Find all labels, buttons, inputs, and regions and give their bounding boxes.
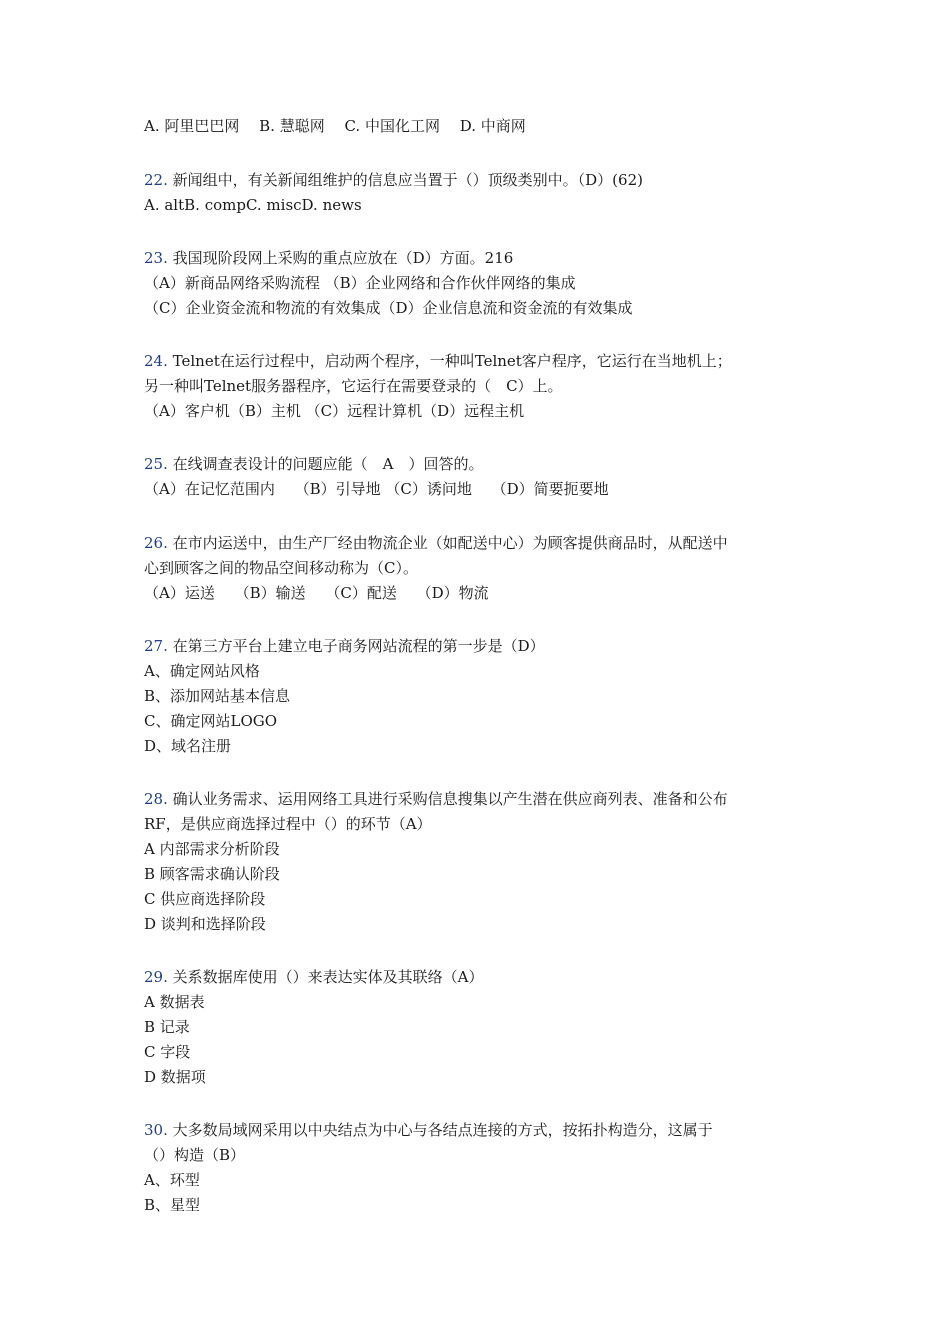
q29-option-a: A 数据表 (144, 993, 205, 1011)
q28-number: 28. (144, 790, 168, 808)
q29-stem-text: 关系数据库使用（）来表达实体及其联络（A） (172, 968, 484, 986)
q29-option-b: B 记录 (144, 1018, 190, 1036)
q30-stem-line-2: （）构造（B） (144, 1146, 246, 1164)
q29-number: 29. (144, 968, 168, 986)
q24-options: （A）客户机（B）主机 （C）远程计算机（D）远程主机 (144, 402, 525, 420)
q21-options: A. 阿里巴巴网 B. 慧聪网 C. 中国化工网 D. 中商网 (144, 117, 526, 135)
q25-stem-text: 在线调查表设计的问题应能（ A ）回答的。 (172, 455, 484, 473)
q30-stem-text-1: 大多数局域网采用以中央结点为中心与各结点连接的方式，按拓扑构造分，这属于 (172, 1121, 713, 1139)
q23-number: 23. (144, 249, 168, 267)
q22-stem-text: 新闻组中，有关新闻组维护的信息应当置于（）顶级类别中。（D）(62) (172, 171, 643, 189)
q24-number: 24. (144, 352, 168, 370)
q28-option-c: C 供应商选择阶段 (144, 890, 266, 908)
q26-number: 26. (144, 534, 168, 552)
q30-number: 30. (144, 1121, 168, 1139)
q24-stem-text-1: Telnet在运行过程中，启动两个程序，一种叫Telnet客户程序，它运行在当地机上； (172, 352, 732, 370)
q25-stem (144, 454, 483, 474)
q26-stem-text-1: 在市内运送中，由生产厂经由物流企业（如配送中心）为顾客提供商品时，从配送中 (172, 534, 728, 552)
q30-stem-line-1 (144, 1120, 713, 1140)
q27-option-b: B、添加网站基本信息 (144, 687, 291, 705)
q30-option-b: B、星型 (144, 1196, 201, 1214)
q26-stem-line-1 (144, 533, 728, 553)
q28-option-b: B 顾客需求确认阶段 (144, 865, 280, 883)
q27-option-a: A、确定网站风格 (144, 662, 260, 680)
q25-number: 25. (144, 455, 168, 473)
q24-stem-line-1 (144, 351, 732, 371)
q26-stem-line-2: 心到顾客之间的物品空间移动称为（C）。 (144, 559, 418, 577)
q30-option-a: A、环型 (144, 1171, 200, 1189)
q28-stem-line-1 (144, 789, 728, 809)
q29-option-d: D 数据项 (144, 1068, 206, 1086)
q27-option-d: D、域名注册 (144, 737, 232, 755)
q29-stem (144, 967, 483, 987)
q25-options: （A）在记忆范围内 （B）引导地 （C）诱问地 （D）简要扼要地 (144, 480, 609, 498)
q22-number: 22. (144, 171, 168, 189)
q24-stem-line-2: 另一种叫Telnet服务器程序，它运行在需要登录的（ C）上。 (144, 377, 563, 395)
q27-option-c: C、确定网站LOGO (144, 712, 278, 730)
q23-stem-text: 我国现阶段网上采购的重点应放在（D）方面。216 (172, 249, 514, 267)
q26-options: （A）运送 （B）输送 （C）配送 （D）物流 (144, 584, 489, 602)
q27-number: 27. (144, 637, 168, 655)
q27-stem (144, 636, 545, 656)
q28-option-d: D 谈判和选择阶段 (144, 915, 266, 933)
q28-option-a: A 内部需求分析阶段 (144, 840, 280, 858)
q22-stem (144, 170, 643, 190)
q29-option-c: C 字段 (144, 1043, 191, 1061)
q27-stem-text: 在第三方平台上建立电子商务网站流程的第一步是（D） (172, 637, 545, 655)
q23-option-line-2: （C）企业资金流和物流的有效集成（D）企业信息流和资金流的有效集成 (144, 299, 633, 317)
q23-option-line-1: （A）新商品网络采购流程 （B）企业网络和合作伙伴网络的集成 (144, 274, 576, 292)
q28-stem-line-2: RF，是供应商选择过程中（）的环节（A） (144, 815, 432, 833)
q22-options: A. altB. compC. miscD. news (144, 196, 362, 214)
q28-stem-text-1: 确认业务需求、运用网络工具进行采购信息搜集以产生潜在供应商列表、准备和公布 (172, 790, 728, 808)
q23-stem (144, 248, 513, 268)
